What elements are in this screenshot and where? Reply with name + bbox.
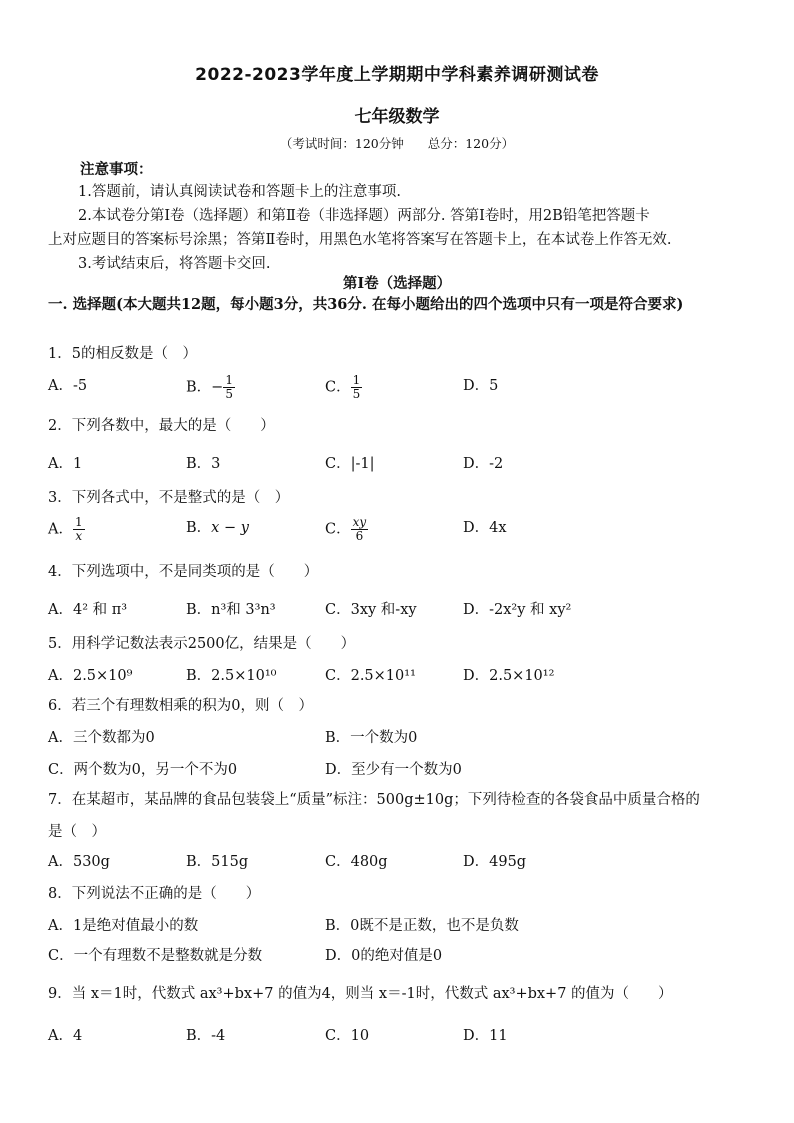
question-6-options-row-2	[48, 758, 758, 788]
notice-item-2: 2.本试卷分第Ⅰ卷（选择题）和第Ⅱ卷（非选择题）两部分. 答第Ⅰ卷时，用2B铅笔把答题卡	[78, 208, 650, 224]
question-4: 4．下列选项中，不是同类项的是（ ）	[48, 564, 319, 580]
q3-option-b: B．x − y	[186, 520, 249, 536]
exam-title: 2022-2023学年度上学期期中学科素养调研测试卷	[195, 65, 599, 85]
notice-item-2-cont: 上对应题目的答案标号涂黑；答第Ⅱ卷时，用黑色水笔将答案写在答题卡上，在本试卷上作答无效.	[48, 232, 672, 248]
exam-time: （考试时间：120分钟	[279, 136, 404, 151]
q5-option-b: B．2.5×10¹⁰	[186, 668, 277, 684]
q1-option-b: B．− $\frac{1}{5}$	[186, 373, 233, 401]
q7-option-d: D．495g	[463, 854, 527, 870]
question-7-cont: 是（ ）	[48, 824, 106, 840]
q4-option-a: A．4² 和 π³	[48, 602, 128, 618]
question-2-options	[48, 452, 758, 482]
q6-option-d: D．至少有一个数为0	[325, 762, 462, 778]
question-4-options	[48, 598, 758, 628]
q9-option-d: D．11	[463, 1028, 508, 1044]
question-5: 5．用科学记数法表示2500亿，结果是（ ）	[48, 636, 356, 652]
question-6: 6．若三个有理数相乘的积为0，则（ ）	[48, 698, 313, 714]
exam-score: 总分：120分）	[427, 136, 515, 151]
question-9: 9．当 x＝1时，代数式 ax³+bx+7 的值为4，则当 x＝-1时，代数式 ax³+bx+7 的值为（ ）	[48, 986, 673, 1002]
question-3: 3．下列各式中，不是整式的是（ ）	[48, 490, 290, 506]
q3-option-a: A． $\frac{1}{x}$	[48, 515, 83, 543]
question-7-options	[48, 850, 758, 880]
q8-option-c: C．一个有理数不是整数就是分数	[48, 948, 263, 964]
question-1-options	[48, 374, 758, 404]
q4-option-b: B．n³和 3³n³	[186, 602, 276, 618]
question-8-options-row-1	[48, 914, 758, 944]
q8-option-b: B．0既不是正数，也不是负数	[325, 918, 519, 934]
question-7: 7．在某超市，某品牌的食品包装袋上“质量”标注：500g±10g；下列待检查的各袋食品中质量合格的	[48, 792, 700, 808]
section-title: 第Ⅰ卷（选择题）	[342, 275, 452, 292]
question-6-options-row-1	[48, 726, 758, 756]
exam-subtitle: 七年级数学	[354, 107, 440, 127]
exam-info	[0, 134, 794, 152]
q1-option-c: C． $\frac{1}{5}$	[325, 373, 361, 401]
q2-option-c: C．|-1|	[325, 456, 375, 472]
question-8-options-row-2	[48, 944, 758, 974]
q5-option-d: D．2.5×10¹²	[463, 668, 555, 684]
notice-item-1: 1.答题前，请认真阅读试卷和答题卡上的注意事项.	[78, 184, 401, 200]
question-9-options	[48, 1024, 758, 1054]
q6-option-b: B．一个数为0	[325, 730, 418, 746]
q9-option-b: B．-4	[186, 1028, 226, 1044]
q1-option-d: D．5	[463, 378, 499, 394]
question-1: 1．5的相反数是（ ）	[48, 346, 197, 362]
q6-option-a: A．三个数都为0	[48, 730, 155, 746]
q2-option-a: A．1	[48, 456, 83, 472]
q9-option-c: C．10	[325, 1028, 370, 1044]
q3-option-c: C． $\frac{xy}{6}$	[325, 515, 367, 543]
q5-option-a: A．2.5×10⁹	[48, 668, 133, 684]
question-8: 8．下列说法不正确的是（ ）	[48, 886, 261, 902]
q7-option-a: A．530g	[48, 854, 110, 870]
q4-option-c: C．3xy 和-xy	[325, 602, 417, 618]
q6-option-c: C．两个数为0，另一个不为0	[48, 762, 238, 778]
notice-item-3: 3.考试结束后，将答题卡交回.	[78, 256, 271, 272]
q7-option-b: B．515g	[186, 854, 249, 870]
q9-option-a: A．4	[48, 1028, 83, 1044]
question-5-options	[48, 664, 758, 694]
question-2: 2．下列各数中，最大的是（ ）	[48, 418, 275, 434]
question-3-options	[48, 516, 758, 546]
q8-option-a: A．1是绝对值最小的数	[48, 918, 199, 934]
q8-option-d: D．0的绝对值是0	[325, 948, 443, 964]
notice-heading: 注意事项：	[80, 161, 153, 178]
q7-option-c: C．480g	[325, 854, 388, 870]
section-description: 一. 选择题(本大题共12题，每小题3分，共36分. 在每小题给出的四个选项中只有一项是符合要求)	[48, 296, 684, 313]
q3-option-d: D．4x	[463, 520, 507, 536]
q5-option-c: C．2.5×10¹¹	[325, 668, 416, 684]
q2-option-d: D．-2	[463, 456, 504, 472]
q2-option-b: B．3	[186, 456, 221, 472]
q4-option-d: D．-2x²y 和 xy²	[463, 602, 572, 618]
q1-option-a: A．-5	[48, 378, 88, 394]
